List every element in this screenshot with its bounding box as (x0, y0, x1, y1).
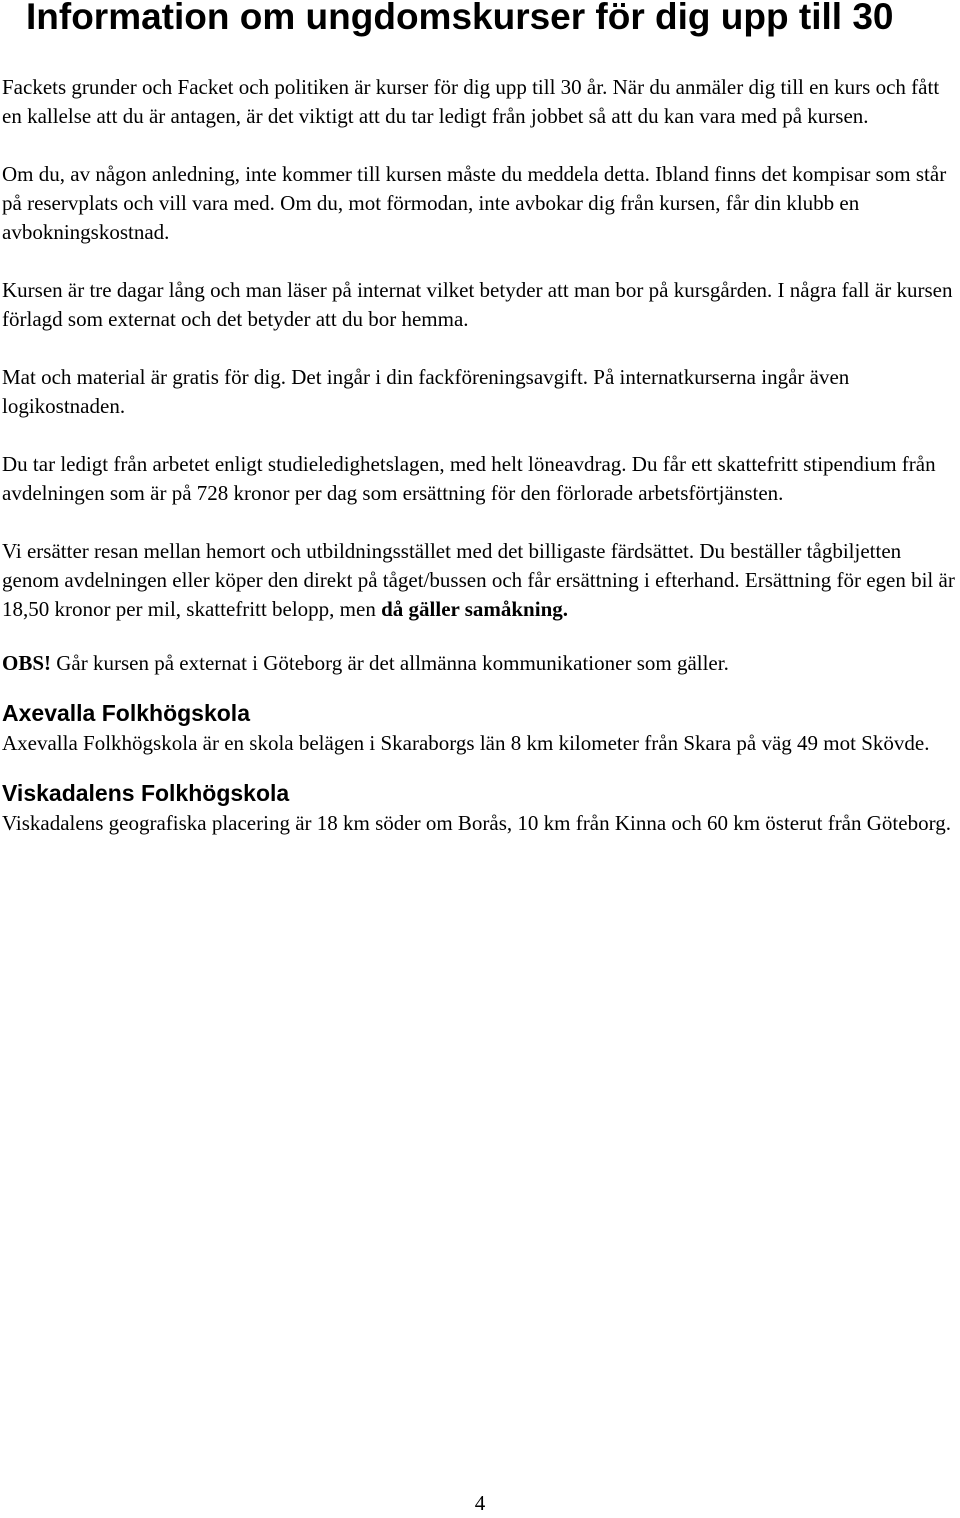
page-number: 4 (474, 1491, 486, 1515)
paragraph-boarding: Kursen är tre dagar lång och man läser på internat vilket betyder att man bor på kursgården. I några fall är kursen förlagd som externat och det betyder att du bor hemma. (2, 278, 953, 331)
section-text-viskadalen: Viskadalens geografiska placering är 18 km söder om Borås, 10 km från Kinna och 60 km österut från Göteborg. (2, 811, 951, 835)
document-body (2, 73, 960, 838)
travel-carpool-note: då gäller samåkning. (381, 597, 568, 621)
paragraph-travel (2, 537, 960, 624)
section-text-axevalla: Axevalla Folkhögskola är en skola belägen i Skaraborgs län 8 km kilometer från Skara på väg 49 mot Skövde. (2, 731, 930, 755)
section-heading-axevalla: Axevalla Folkhögskola (2, 700, 250, 726)
paragraph-leave-stipend: Du tar ledigt från arbetet enligt studieledighetslagen, med helt löneavdrag. Du får ett skattefritt stipendium från avdelningen som är på 728 kronor per dag som ersättning för den förlorade arbetsförtjänsten. (2, 452, 936, 505)
travel-text: Vi ersätter resan mellan hemort och utbildningsstället med det billigaste färdsättet. Du beställer tågbiljetten genom avdelningen eller köper den direkt på tåget/bussen och får ersättning i efterhand. Ersättning för egen bil är 18,50 kronor per mil, skattefritt belopp, men (2, 539, 955, 621)
obs-label: OBS! (2, 651, 52, 675)
paragraph-cancellation: Om du, av någon anledning, inte kommer till kursen måste du meddela detta. Ibland finns det kompisar som står på reservplats och vill vara med. Om du, mot förmodan, inte avbokar dig från kursen, får din klubb en avbokningskostnad. (2, 162, 947, 244)
paragraph-obs (2, 649, 960, 678)
page-title: Information om ungdomskurser för dig upp till 30 (26, 0, 894, 37)
paragraph-food-material: Mat och material är gratis för dig. Det ingår i din fackföreningsavgift. På internatkurserna ingår även logikostnaden. (2, 365, 850, 418)
paragraph-course-intro: Fackets grunder och Facket och politiken är kurser för dig upp till 30 år. När du anmäler dig till en kurs och fått en kallelse att du är antagen, är det viktigt att du tar ledigt från jobbet så att du kan vara med på kursen. (2, 75, 940, 128)
obs-text: Går kursen på externat i Göteborg är det allmänna kommunikationer som gäller. (51, 651, 729, 675)
section-heading-viskadalen: Viskadalens Folkhögskola (2, 780, 290, 806)
